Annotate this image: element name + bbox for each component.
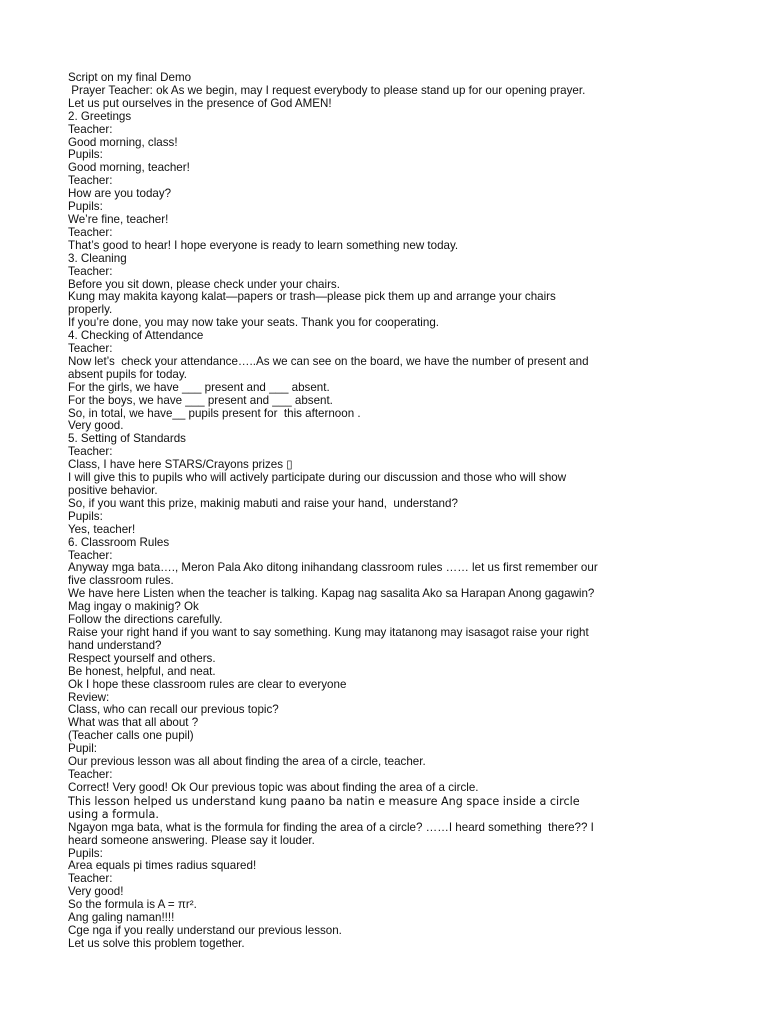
document-line: Pupils: <box>68 148 103 162</box>
document-line: Teacher: <box>68 225 113 239</box>
document-line: Let us solve this problem together. <box>68 936 245 950</box>
document-line: Raise your right hand if you want to say something. Kung may itatanong may isasagot raise your right <box>68 625 589 639</box>
document-line: Now let’s check your attendance…..As we can see on the board, we have the number of present and <box>68 354 589 368</box>
document-line: Anyway mga bata…., Meron Pala Ako ditong inihandang classroom rules …… let us first remember our <box>68 561 598 575</box>
document-line: 6. Classroom Rules <box>68 535 170 549</box>
document-line: five classroom rules. <box>68 574 174 588</box>
document-line: Yes, teacher! <box>68 522 136 536</box>
document-line: Teacher: <box>68 767 113 781</box>
document-line: Pupil: <box>68 742 98 756</box>
document-line: Correct! Very good! Ok Our previous topic was about finding the area of a circle. <box>68 780 479 794</box>
document-line: 3. Cleaning <box>68 251 127 265</box>
document-line: absent pupils for today. <box>68 367 188 381</box>
document-line: This lesson helped us understand kung paano ba natin e measure Ang space inside a circle <box>68 794 580 808</box>
document-line: Area equals pi times radius squared! <box>68 859 257 873</box>
document-line: Mag ingay o makinig? Ok <box>68 600 199 614</box>
document-line: So the formula is A = πr². <box>68 898 197 912</box>
document-line: heard someone answering. Please say it louder. <box>68 833 315 847</box>
document-line: Teacher: <box>68 872 113 886</box>
document-line: 2. Greetings <box>68 109 132 123</box>
document-line: Our previous lesson was all about finding the area of a circle, teacher. <box>68 755 426 769</box>
document-line: Pupils: <box>68 200 103 214</box>
document-line: positive behavior. <box>68 484 158 497</box>
document-line: Ang galing naman!!!! <box>68 911 175 925</box>
document-line: Very good! <box>68 885 124 899</box>
document-line: Ok I hope these classroom rules are clear to everyone <box>68 677 347 691</box>
document-line: Let us put ourselves in the presence of God AMEN! <box>68 96 332 110</box>
document-line: Before you sit down, please check under your chairs. <box>68 277 340 291</box>
document-line: hand understand? <box>68 638 162 652</box>
document-line: Prayer Teacher: ok As we begin, may I request everybody to please stand up for our opening prayer. <box>68 83 586 97</box>
document-line: (Teacher calls one pupil) <box>68 729 194 743</box>
document-line: Review: <box>68 690 110 704</box>
document-line: Follow the directions carefully. <box>68 613 223 627</box>
document-line: That’s good to hear! I hope everyone is ready to learn something new today. <box>68 238 459 252</box>
document-line: Pupils: <box>68 509 103 523</box>
document-line: Teacher: <box>68 445 113 459</box>
document-line: Class, who can recall our previous topic? <box>68 703 279 717</box>
document-line: Teacher: <box>68 174 113 188</box>
document-line: We have here Listen when the teacher is talking. Kapag nag sasalita Ako sa Harapan Anong gagawin? <box>68 587 595 601</box>
document-line: For the boys, we have ___ present and ___ absent. <box>68 393 333 407</box>
document-line: Good morning, class! <box>68 135 178 149</box>
document-line: What was that all about ? <box>68 716 199 730</box>
document-line: We’re fine, teacher! <box>68 212 169 226</box>
document-page <box>68 72 708 951</box>
document-line: So, in total, we have__ pupils present for this afternoon . <box>68 406 361 420</box>
document-line: using a formula. <box>68 808 159 822</box>
document-line: For the girls, we have ___ present and ___ absent. <box>68 380 330 394</box>
document-line: So, if you want this prize, makinig mabuti and raise your hand, understand? <box>68 496 458 510</box>
document-line: Pupils: <box>68 846 103 860</box>
document-line: Ngayon mga bata, what is the formula for finding the area of a circle? ……I heard something there?? I <box>68 820 594 834</box>
document-line: properly. <box>68 303 113 317</box>
document-line: Good morning, teacher! <box>68 161 190 175</box>
document-line: Class, I have here STARS/Crayons prizes ▯ <box>68 458 293 472</box>
document-line: Teacher: <box>68 122 113 136</box>
document-line: 5. Setting of Standards <box>68 432 186 446</box>
document-line: Script on my final Demo <box>68 71 192 84</box>
document-line: Teacher: <box>68 264 113 278</box>
document-line: Teacher: <box>68 548 113 562</box>
document-line: Respect yourself and others. <box>68 651 216 665</box>
document-line: If you’re done, you may now take your seats. Thank you for cooperating. <box>68 316 439 330</box>
document-line: Cge nga if you really understand our previous lesson. <box>68 924 342 937</box>
document-line: 4. Checking of Attendance <box>68 329 204 343</box>
document-line: Be honest, helpful, and neat. <box>68 664 216 678</box>
document-line: Very good. <box>68 419 124 433</box>
document-line: I will give this to pupils who will actively participate during our discussion and those who will show <box>68 471 567 485</box>
document-line: How are you today? <box>68 187 172 201</box>
document-line: Teacher: <box>68 342 113 356</box>
document-line: Kung may makita kayong kalat—papers or trash—please pick them up and arrange your chairs <box>68 290 556 304</box>
